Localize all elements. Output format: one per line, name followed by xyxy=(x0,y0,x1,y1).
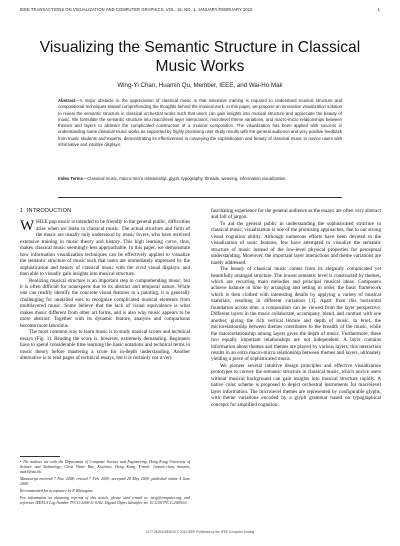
intro-paragraph-4: fascinating experience for the general audience as the essays are often very abstract and full of jargon. xyxy=(211,208,381,221)
index-terms xyxy=(58,176,342,181)
intro-paragraph-5: To aid the general public in understanding the sophisticated structure in classical music, visualization is one of the promising approaches, due to our strong visual cognition ability. Although numerous efforts have been devoted to the visualization of sonic features, few have attempted to visualize the semantic structure of music instead of the low-level physical properties for perceptual understanding. Moreover, the important layer interactions and theme variations are barely addressed. xyxy=(211,220,381,266)
index-terms-text: —Classical music, macro-micro relationship, glyph, typography, threads, weaving, information visualization. xyxy=(83,176,287,181)
footnote-divider xyxy=(20,456,60,457)
intro-paragraph-6: The beauty of classical music comes from its elegantly complicated yet beautifully arranged structure. The lowest semantic level is constructed by themes, which are recurring main melodies and principal musical ideas. Composers achieve balance in time by arranging and setting in order, the basic framework which is then clothed with interesting details by applying a variety of musical materials, resulting in different variations [1]. Apart from this horizontal foundation across time, a composition can be viewed from the layer perspective. Different layers in the music collaborate, accompany, blend, and contrast with one another, giving the rich vertical texture and depth of music. In brief, the microrelationship between themes contributes to the breadth of the music, while the macrorelationship among layers gives the depth of music. Furthermore, these two equally important relationships are not independent. A layer contains information about themes and themes are played by various layers; this interaction results in an extra macro-micro relationship between themes and layers, ultimately yielding a piece of sophisticated music. xyxy=(211,266,381,363)
section-title: INTRODUCTION xyxy=(26,208,72,214)
copyright-line: 1077-2626/10/$26.00 © 2010 IEEE Published by the IEEE Computer Society xyxy=(145,530,255,534)
abstract-label: Abstract xyxy=(58,98,76,103)
abstract-divider xyxy=(58,197,342,198)
authors: Wing-Yi Chan, Huamin Qu, Member, IEEE, and Wai-Ho Mak xyxy=(117,82,283,89)
section-heading xyxy=(20,208,190,214)
abstract xyxy=(58,98,342,148)
running-head: IEEE TRANSACTIONS ON VISUALIZATION AND COMPUTER GRAPHICS, VOL. 16, NO. 1, JANUARY/FEBRUARY 2010 xyxy=(20,7,253,12)
section-number: 1 xyxy=(20,208,24,214)
footnotes xyxy=(20,460,190,508)
intro-paragraph-3: The most common way to learn music is to study musical scores and technical essays (Fig. 1). Reading the score is, however, extremely demanding. Beginners have to spend considerable time learning the basic notations and technical terms in music theory before mastering a score for in-depth understanding. Another alternative is to read pages of technical essays, but it is certainly not a very xyxy=(20,329,190,361)
right-column xyxy=(211,208,381,408)
intro-paragraph-2: Realizing musical structure is an important step in comprehending music, but it is often difficult for nonexperts due to its abstract and temporal nature. While one can readily identify the concrete visual features in a painting, it is generally challenging for unskilled ears to recognize complicated musical elements from multilayered music. Some believe that the lack of visual equivalence is what makes music different from other art forms, and is also why music appears to be more abstract. Together with its dynamic feature, analysis and comparisons become more laborious. xyxy=(20,277,190,329)
page-number: 1 xyxy=(377,7,380,12)
drop-cap: W xyxy=(20,218,35,235)
abstract-text: —A major obstacle in the appreciation of classical music is that extensive training is required to understand musical structure and compositional techniques toward comprehending the thoughts behind the musical work. In this paper, we propose an innovative visualization solution to reveal the semantic structure in classical orchestral works such that users can gain insights into musical structure and appreciate the beauty of music. We formulate the semantic structure into macrolevel layer interactions, microlevel theme variations, and macro-micro relationships between themes and layers to abstract the complicated construction of a musical composition. The visualization has been applied with success in understanding some classical music works as supported by highly promising user study results with the general audience and very positive feedback from music students and experts, demonstrating its effectiveness in conveying the sophistication and beauty of classical music to novice users with informative and intuitive displays. xyxy=(58,98,342,147)
intro-paragraph-1: WHILE pop music is intended to be friendly to the general public, difficulties arise when we listen to classical music. The actual structure and form of the music are usually only understood by music lovers, who have received extensive training in music theory and history. This high learning curve, thus, makes classical music seemingly less approachable. In this paper, we demonstrate how information visualization techniques can be effectively applied to visualize the semantic structure of music such that users are immediately impressed by the sophistication and beauty of classical music with the vivid visual displays, and then able to visually gain insights into musical structure. xyxy=(20,218,190,278)
running-header xyxy=(20,7,380,17)
paper-title: Visualizing the Semantic Structure in Classical Music Works xyxy=(39,39,361,75)
footnote-reprints: For information on obtaining reprints of this article, please send e-mail to: tvcg@computer.org, and reference IEEECS Log Number TVCG-2008-11-0182. Digital Object Identifier no. 10.1109/TVCG.2009.63. xyxy=(20,496,190,505)
footnote-received: Manuscript received 7 Nov. 2008; revised 7 Feb. 2009; accepted 28 May 2009; published online 4 June 2009. xyxy=(20,477,190,486)
footnote-affiliation: • The authors are with the Department of Computer Science and Engineering, Hong Kong University of Science and Technology, Clear Water Bay, Kowloon, Hong Kong. E-mail: {winnie.chan, huamin, mak}@ust.hk. xyxy=(20,460,190,474)
index-terms-label: Index Terms xyxy=(58,176,83,181)
footnote-recommended: Recommended for acceptance by P. Rheingans. xyxy=(20,489,94,493)
left-column xyxy=(20,208,190,361)
intro-paragraph-7: We pioneer several intuitive design principles and effective visualization prototypes to convey the semantic structure in classical music, which novice users without musical background can gain insights into musical structure rapidly. A native color scheme is proposed to depict orchestral instruments for macrolevel layer information. The microlevel themes are represented by configurable glyphs, with theme variations encoded by a glyph grammar based on typographical concepts for amplified cognition. xyxy=(211,362,381,408)
